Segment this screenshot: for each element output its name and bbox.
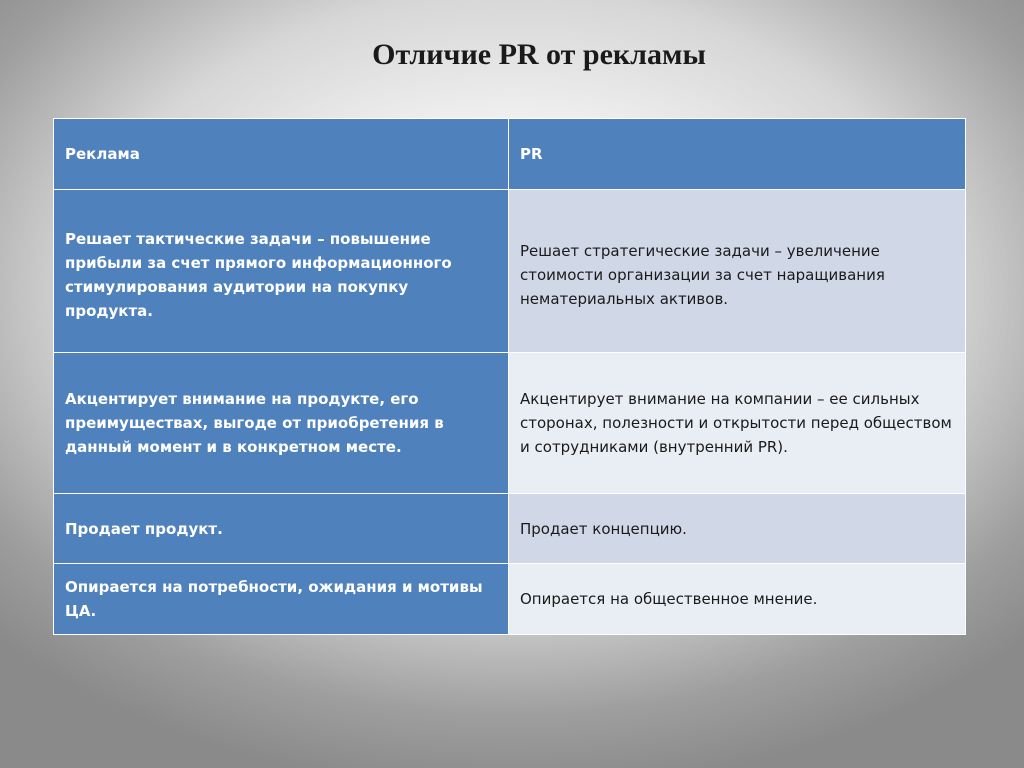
header-advertising: Реклама [54, 119, 509, 190]
table-row [54, 564, 966, 635]
comparison-table [53, 118, 966, 635]
table-row [54, 353, 966, 494]
cell-pr: Продает концепцию. [509, 494, 966, 564]
table-row [54, 190, 966, 353]
table-header-row [54, 119, 966, 190]
cell-advertising: Опирается на потребности, ожидания и мотивы ЦА. [54, 564, 509, 635]
cell-pr: Решает стратегические задачи – увеличение стоимости организации за счет наращивания нематериальных активов. [509, 190, 966, 353]
slide-title: Отличие PR от рекламы [372, 38, 706, 71]
cell-pr: Акцентирует внимание на компании – ее сильных сторонах, полезности и открытости перед обществом и сотрудниками (внутренний PR). [509, 353, 966, 494]
cell-advertising: Акцентирует внимание на продукте, его преимуществах, выгоде от приобретения в данный момент и в конкретном месте. [54, 353, 509, 494]
cell-pr: Опирается на общественное мнение. [509, 564, 966, 635]
table-row [54, 494, 966, 564]
cell-advertising: Решает тактические задачи – повышение прибыли за счет прямого информационного стимулирования аудитории на покупку продукта. [54, 190, 509, 353]
header-pr: PR [509, 119, 966, 190]
cell-advertising: Продает продукт. [54, 494, 509, 564]
